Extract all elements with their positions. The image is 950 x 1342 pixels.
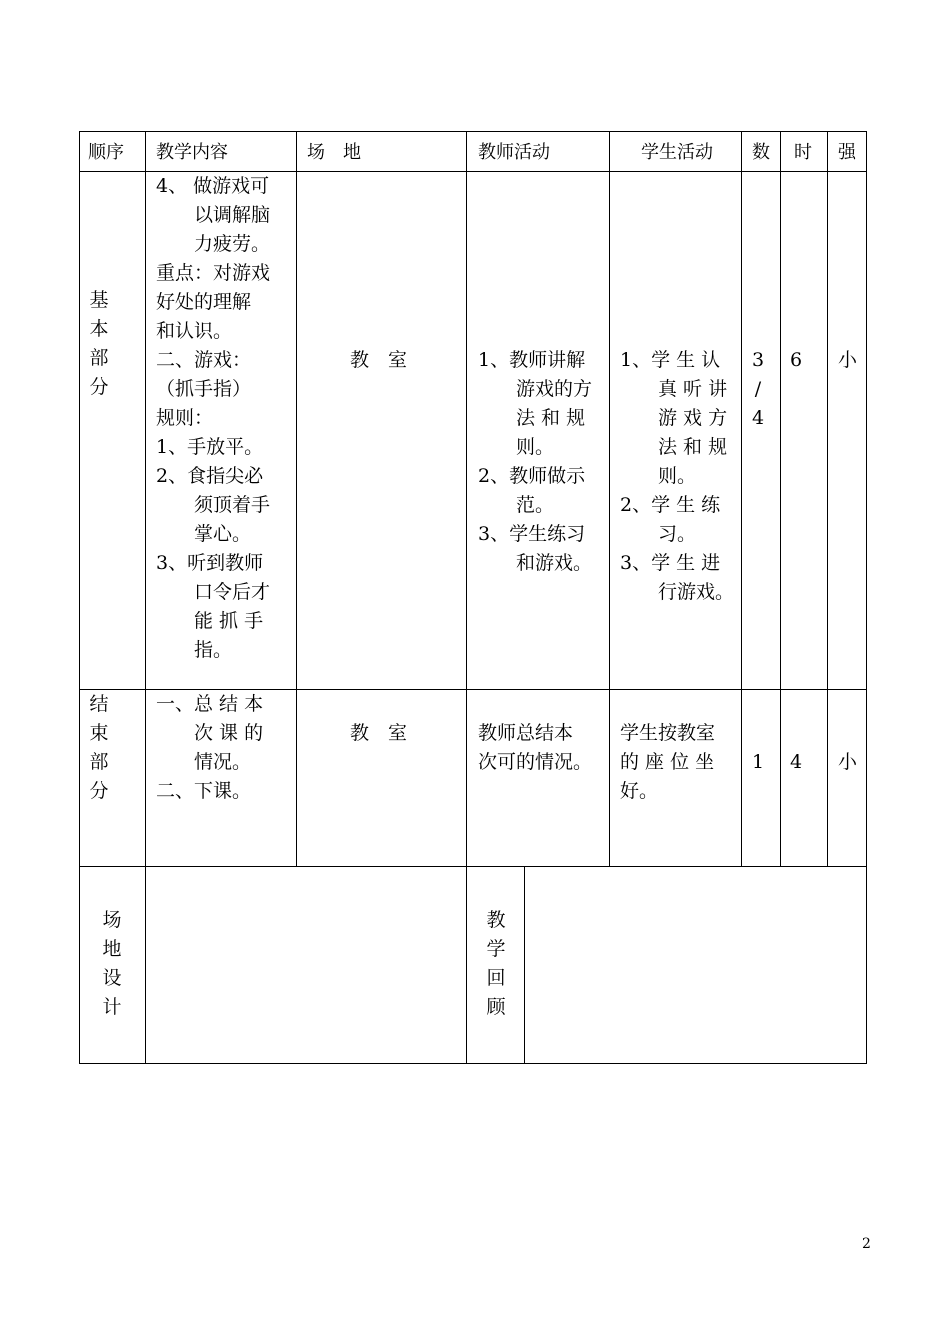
student-line: 2、学 生 练 <box>620 494 721 516</box>
content-line: （抓手指） <box>156 378 252 400</box>
header-count: 数 <box>752 142 770 163</box>
teacher-line: 游戏的方 <box>478 378 593 400</box>
teaching-review-area <box>525 867 866 1063</box>
header-order: 顺序 <box>88 142 124 163</box>
content-line: 掌心。 <box>156 523 252 545</box>
teacher-line: 次可的情况。 <box>478 751 593 773</box>
teacher-line: 和游戏。 <box>478 552 593 574</box>
teacher-line: 法 和 规 <box>478 407 586 429</box>
content-line: 以调解脑 <box>156 204 271 226</box>
header-time: 时 <box>794 142 812 163</box>
venue-design-area <box>146 867 466 1063</box>
student-line: 习。 <box>620 523 697 545</box>
student-line: 行游戏。 <box>620 581 735 603</box>
basic-venue: 教 室 <box>350 349 408 371</box>
basic-count: 3 / 4 <box>751 349 765 429</box>
content-line: 情况。 <box>156 751 252 773</box>
table-border-top <box>79 131 867 132</box>
teacher-line: 2、教师做示 <box>478 465 586 487</box>
venue-design-label: 场 地 设 计 <box>102 909 122 1018</box>
table-border-left <box>79 131 80 1064</box>
student-line: 的 座 位 坐 <box>620 751 715 773</box>
content-line: 和认识。 <box>156 320 233 342</box>
column-divider <box>827 131 828 867</box>
content-line: 一、总 结 本 <box>156 693 264 715</box>
teacher-line: 则。 <box>478 436 555 458</box>
content-line: 二、下课。 <box>156 780 252 802</box>
column-divider <box>466 131 467 1064</box>
header-venue: 场 地 <box>307 142 361 163</box>
content-line: 好处的理解 <box>156 291 252 313</box>
column-divider <box>609 131 610 867</box>
ending-section-label: 结 束 部 分 <box>89 693 109 802</box>
student-line: 则。 <box>620 465 697 487</box>
content-line: 4、 做游戏可 <box>156 175 270 197</box>
basic-time: 6 <box>790 349 803 371</box>
content-line: 3、听到教师 <box>156 552 264 574</box>
student-line: 学生按教室 <box>620 722 716 744</box>
page-number: 2 <box>862 1236 871 1252</box>
content-line: 2、食指尖必 <box>156 465 264 487</box>
content-line: 次 课 的 <box>156 722 264 744</box>
content-line: 力疲劳。 <box>156 233 271 255</box>
content-line: 1、手放平。 <box>156 436 264 458</box>
student-line: 游 戏 方 <box>620 407 728 429</box>
student-line: 好。 <box>620 780 659 802</box>
content-line: 重点：对游戏 <box>156 262 271 284</box>
header-student: 学生活动 <box>641 142 713 163</box>
ending-time: 4 <box>790 751 803 773</box>
student-line: 法 和 规 <box>620 436 728 458</box>
teacher-line: 3、学生练习 <box>478 523 586 545</box>
column-divider <box>296 131 297 867</box>
content-line: 规则： <box>156 407 214 429</box>
student-line: 3、学 生 进 <box>620 552 721 574</box>
header-intensity: 强 <box>838 142 856 163</box>
content-line: 口令后才 <box>156 581 271 603</box>
teacher-line: 教师总结本 <box>478 722 574 744</box>
table-border-bottom <box>79 1063 867 1064</box>
teacher-line: 范。 <box>478 494 555 516</box>
header-teacher: 教师活动 <box>478 142 550 163</box>
student-line: 真 听 讲 <box>620 378 728 400</box>
column-divider <box>741 131 742 867</box>
column-divider <box>780 131 781 867</box>
teaching-review-label: 教 学 回 顾 <box>486 909 506 1018</box>
basic-section-label: 基 本 部 分 <box>89 289 109 398</box>
header-content: 教学内容 <box>156 142 228 163</box>
content-line: 能 抓 手 <box>156 610 264 632</box>
student-line: 1、学 生 认 <box>620 349 721 371</box>
content-line: 二、游戏： <box>156 349 252 371</box>
ending-count: 1 <box>752 751 765 773</box>
teacher-line: 1、教师讲解 <box>478 349 586 371</box>
basic-intensity: 小 <box>838 349 858 371</box>
ending-intensity: 小 <box>838 751 858 773</box>
table-border-right <box>866 131 867 1064</box>
content-line: 须顶着手 <box>156 494 271 516</box>
content-line: 指。 <box>156 639 233 661</box>
ending-venue: 教 室 <box>350 722 408 744</box>
